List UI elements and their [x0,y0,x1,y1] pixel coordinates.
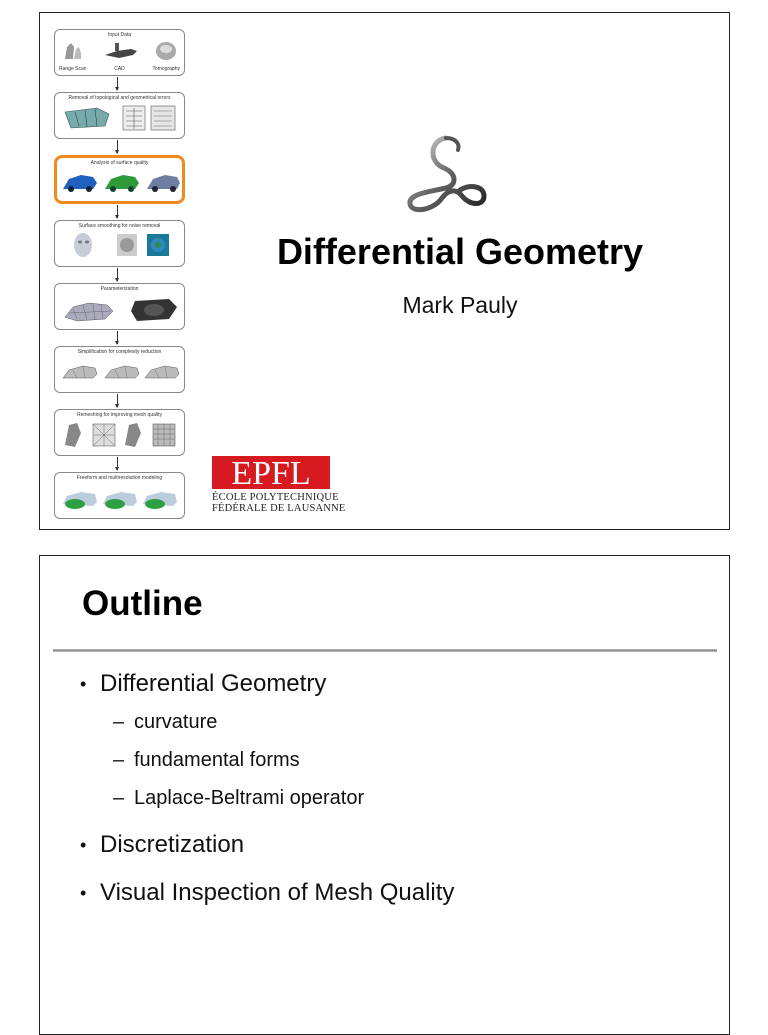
epfl-logo-text: EPFL [231,456,311,489]
stage-illustration [59,230,180,263]
stage-title: Surface smoothing for noise removal [78,223,161,229]
stage-title: Removal of topological and geometrical errors [68,95,171,101]
pipeline-arrow [117,394,118,407]
pipeline-arrow [117,140,118,153]
sub-bullet-item: – curvature [113,711,218,733]
pipeline-stage [54,409,185,456]
pipeline-arrow [117,77,118,90]
pipeline-stage-active [54,155,185,204]
outline-slide [39,555,730,1035]
sub-bullet-item: – fundamental forms [113,749,300,771]
label-range-scan: Range Scan [59,66,87,72]
bullet-item: • Visual Inspection of Mesh Quality [80,878,709,908]
remeshing-icon [59,419,182,449]
stage-illustration [59,419,180,452]
epfl-logo [212,456,346,516]
surface-quality-cars-icon [61,167,182,197]
stage-illustration [61,167,178,198]
parameterization-icon [59,293,182,325]
pipeline-stage [54,220,185,267]
stage-illustration [59,482,180,515]
slide-title: Outline [82,584,203,623]
stage-title: Parameterization [100,286,139,292]
title-divider [53,649,717,652]
stage-title: Remeshing for improving mesh quality [76,412,163,418]
pipeline-stage [54,346,185,393]
input-models-icon [59,39,182,67]
pipeline-stage [54,472,185,519]
bullet-item: • Discretization [80,830,709,860]
bullet-item: • Differential Geometry [80,669,709,699]
author-name: Mark Pauly [402,292,518,318]
stage-illustration [59,356,180,389]
sub-bullet-text: Laplace-Beltrami operator [134,787,365,809]
stage-title: Freeform and multiresolution modeling [76,475,163,481]
institution-line1: ÉCOLE POLYTECHNIQUE [212,492,339,503]
input-labels [59,66,180,72]
error-removal-icon [59,102,182,134]
pipeline-arrow [117,205,118,218]
pipeline-arrow [117,331,118,344]
epfl-logo-icon [212,456,330,489]
knot-logo-icon [400,128,490,228]
sub-bullet-text: curvature [134,711,218,733]
pipeline-arrow [117,268,118,281]
simplification-icon [59,356,182,386]
pipeline-stage [54,92,185,139]
institution-line2: FÉDÉRALE DE LAUSANNE [212,503,346,514]
freeform-modeling-icon [59,482,182,512]
pipeline-arrow [117,457,118,470]
pipeline-stage [54,29,185,76]
title-slide [39,12,730,530]
stage-illustration [59,39,180,72]
stage-illustration [59,102,180,135]
presentation-title: Differential Geometry [276,231,644,272]
sub-bullet-text: fundamental forms [134,749,300,771]
sub-bullet-item: – Laplace-Beltrami operator [113,787,365,809]
stage-title: Input Data [107,32,132,38]
label-tomography: Tomography [152,66,180,72]
stage-title: Simplification for complexity reduction [77,349,162,355]
pipeline-stage [54,283,185,330]
smoothing-icon [59,230,182,260]
stage-title: Analysis of surface quality [90,160,149,166]
bullet-list [80,669,709,908]
label-cad: CAD [114,66,125,72]
stage-illustration [59,293,180,326]
